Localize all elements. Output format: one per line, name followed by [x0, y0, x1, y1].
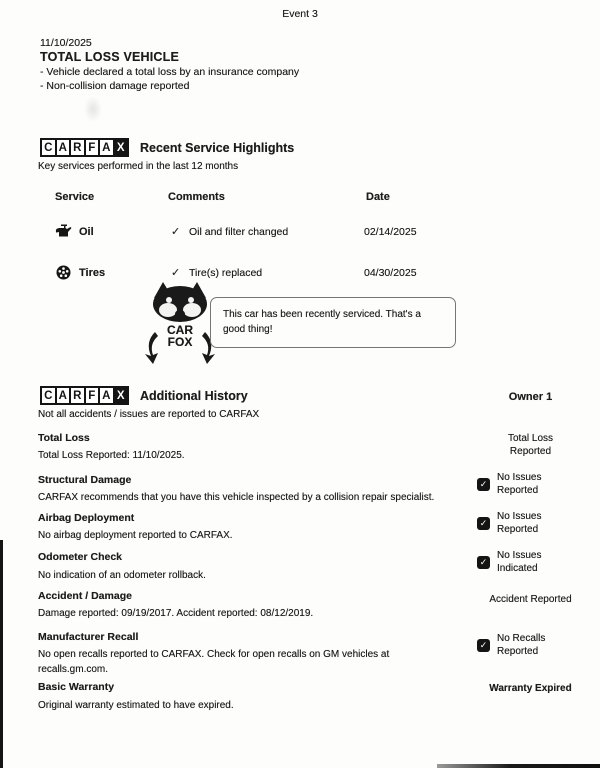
carfax-logo	[40, 386, 129, 405]
owner-status-text: No Issues Indicated	[497, 550, 542, 574]
carfax-logo	[40, 138, 129, 157]
owner-status-text: No Issues Reported	[497, 472, 542, 496]
history-row-description: No open recalls reported to CARFAX. Check for open recalls on GM vehicles at recalls.gm.com.	[38, 649, 390, 675]
additional-section-subtitle: Not all accidents / issues are reported to CARFAX	[38, 409, 260, 420]
tire-icon	[56, 265, 71, 280]
check-icon: ✓	[479, 478, 488, 489]
service-row-comment: Tire(s) replaced	[189, 267, 263, 279]
owner-status	[477, 471, 567, 497]
history-row-title: Structural Damage	[38, 474, 132, 486]
history-row-description: Original warranty estimated to have expired.	[38, 700, 234, 711]
service-row-date: 04/30/2025	[364, 267, 417, 279]
history-row-description: No indication of an odometer rollback.	[38, 570, 206, 581]
service-row-name: Oil	[79, 226, 94, 238]
service-section-header	[40, 138, 294, 157]
carfax-logo-letter: X	[115, 140, 128, 155]
checked-checkbox-icon	[477, 556, 490, 569]
owner-status-text: Total Loss Reported	[507, 433, 554, 457]
owner-status-text: No Issues Reported	[497, 511, 542, 535]
checked-checkbox-icon	[477, 517, 490, 530]
history-row-description: No airbag deployment reported to CARFAX.	[38, 530, 233, 541]
carfax-logo-letter: A	[100, 140, 115, 155]
carfax-logo-letter: A	[57, 388, 72, 403]
history-row-title: Manufacturer Recall	[38, 631, 139, 643]
column-header-service: Service	[55, 191, 95, 203]
carfax-logo-letter: A	[100, 388, 115, 403]
event-detail-line: - Non-collision damage reported	[40, 79, 190, 92]
checked-checkbox-icon	[477, 478, 490, 491]
additional-section-header	[40, 386, 248, 405]
event-date: 11/10/2025	[40, 37, 92, 49]
check-icon: ✓	[171, 267, 181, 279]
page-event-label: Event 3	[282, 8, 318, 20]
carfax-logo-letter: F	[86, 388, 101, 403]
history-row-description: Damage reported: 09/19/2017. Accident reported: 08/12/2019.	[38, 608, 314, 619]
carfax-logo-letter: R	[71, 140, 86, 155]
owner-column-header: Owner 1	[508, 391, 553, 403]
owner-status: Warranty Expired	[489, 683, 572, 694]
car-fox-text-fox: FOX	[167, 335, 193, 349]
history-row-title: Basic Warranty	[38, 681, 115, 693]
owner-status-text: No Recalls Reported	[497, 633, 546, 657]
service-row-name: Tires	[79, 267, 106, 279]
oil-can-icon	[55, 224, 72, 238]
carfax-logo-letter: X	[115, 388, 128, 403]
event-detail-line: - Vehicle declared a total loss by an insurance company	[40, 66, 300, 78]
check-icon: ✓	[479, 639, 488, 650]
mascot-speech-bubble: This car has been recently serviced. That's a good thing!	[210, 297, 456, 348]
owner-status	[477, 510, 567, 536]
owner-status	[477, 549, 567, 575]
scan-edge-left-artifact	[0, 540, 3, 768]
scan-edge-bottom-artifact	[437, 764, 600, 768]
history-row-title: Odometer Check	[38, 551, 123, 563]
owner-status	[468, 432, 593, 458]
check-icon: ✓	[171, 226, 181, 238]
column-header-date: Date	[366, 191, 390, 203]
carfax-logo-letter: R	[71, 388, 86, 403]
history-row-title: Accident / Damage	[38, 590, 132, 602]
history-row-title: Total Loss	[38, 432, 90, 444]
history-row-description: Total Loss Reported: 11/10/2025.	[38, 450, 185, 461]
carfax-logo-letter: C	[42, 388, 57, 403]
checked-checkbox-icon	[477, 639, 490, 652]
car-fox-text-car: CAR	[167, 323, 193, 337]
car-fox-mascot-icon	[141, 280, 219, 366]
additional-section-title: Additional History	[140, 388, 248, 403]
service-row-date: 02/14/2025	[364, 226, 417, 238]
column-header-comments: Comments	[168, 191, 225, 203]
carfax-logo-letter: F	[86, 140, 101, 155]
event-record	[40, 37, 299, 93]
carfax-logo-letter: A	[57, 140, 72, 155]
service-section-title: Recent Service Highlights	[140, 140, 295, 155]
scan-smudge-artifact	[84, 96, 102, 122]
history-row-title: Airbag Deployment	[38, 512, 135, 524]
carfax-logo-letter: C	[42, 140, 57, 155]
owner-status: Accident Reported	[489, 594, 572, 605]
check-icon: ✓	[479, 517, 488, 528]
service-row-comment: Oil and filter changed	[189, 226, 289, 238]
owner-status	[477, 632, 567, 658]
history-row-description: CARFAX recommends that you have this vehicle inspected by a collision repair specialist.	[38, 492, 435, 503]
check-icon: ✓	[479, 556, 488, 567]
service-section-subtitle: Key services performed in the last 12 months	[38, 161, 239, 172]
event-title: TOTAL LOSS VEHICLE	[40, 50, 180, 64]
